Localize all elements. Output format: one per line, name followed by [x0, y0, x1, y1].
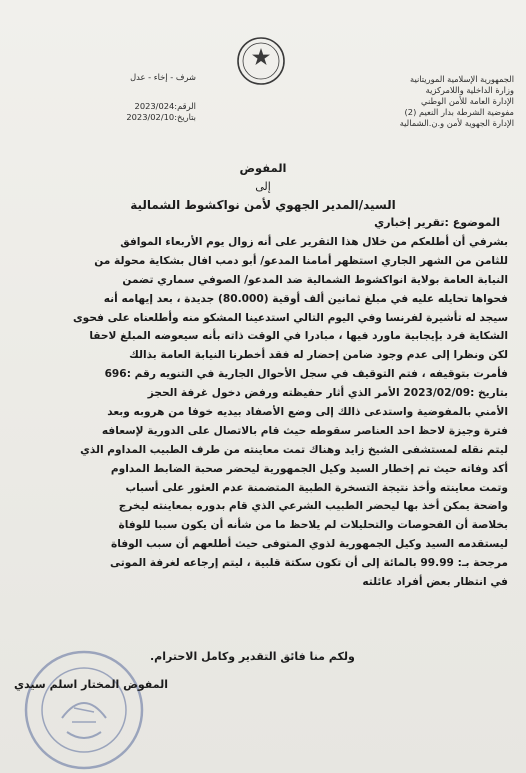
body-line: سيجد له تأشيرة لفرنسا وفي اليوم التالي استدعينا المشكو منه وأطلعناه على فحوى — [72, 311, 508, 324]
body-line: بخلاصة أن الفحوصات والتحليلات لم يلاحظ ما من شأنه أن يكون سببا للوفاة — [118, 519, 508, 532]
sender-title: المفوض — [239, 161, 287, 175]
body-line: بشرفي أن أطلعكم من خلال هذا التقرير على أنه زوال يوم الأربعاء الموافق — [120, 236, 508, 248]
body-line: ليتم نقله لمستشفى الشيخ زايد وهناك تمت معاينته من طرف الطبيب المداوم الذي — [80, 443, 508, 456]
directorate-name: الإدارة العامة للأمن الوطني — [421, 96, 514, 106]
to-word: إلى — [255, 180, 271, 193]
national-emblem-icon — [236, 36, 286, 86]
closing-salutation: ولكم منا فائق التقدير وكامل الاحترام. — [150, 650, 355, 663]
national-motto: شرف - إخاء - عدل — [130, 72, 196, 82]
police-station-name: مفوضية الشرطة بدار النعيم (2) — [404, 107, 514, 117]
country-name: الجمهورية الإسلامية الموريتانية — [410, 74, 514, 84]
body-line: وتمت معاينته وأخذ نتيجة التسخرة الطبية المتضمنة عدم العثور على أسباب — [125, 481, 508, 494]
body-line: واضحة يمكن أخذ بها ليحضر الطبيب الشرعي الذي قام بدوره بمعاينته ليخرج — [118, 500, 508, 513]
recipient-title: السيد/المدير الجهوي لأمن نواكشوط الشمالية — [130, 198, 396, 212]
subject-line: الموضوع :تقرير إخباري — [374, 216, 500, 229]
body-line: بتاريخ :2023/02/09 الأمر الذي أثار حفيظته ورفض دخول غرفة الحجز — [147, 387, 508, 400]
signatory-name: المفوض المختار اسلم سيدي — [14, 678, 168, 691]
body-line: الأمني بالمفوضية واستدعى ذالك إلى وضع الأصفاد بيديه خوفا من هروبه وبعد — [107, 406, 508, 419]
regional-directorate-name: الإدارة الجهوية لأمن و.ن.الشمالية — [399, 118, 514, 128]
body-line: ليستقدمه السيد وكيل الجمهورية لذوي المتوفى حيث أطلعهم أن سبب الوفاة — [110, 538, 508, 551]
reference-number: الرقم:2023/024 — [134, 101, 196, 111]
body-line: فحواها تحايله عليه في مبلغ ثمانين ألف أوقية (80.000) جديدة ، بعد إيهامه أنه — [103, 292, 508, 305]
body-line: أكد وفاته حيث تم إخطار السيد وكيل الجمهورية ليحضر صحبة الضابط المداوم — [110, 462, 508, 475]
body-line: فترة وجيزة لاحظ احد العناصر سقوطه حيث قام بالاتصال على الدورية لإسعافه — [101, 424, 508, 437]
official-stamp-icon — [22, 648, 146, 772]
body-line: لكن ونظرا إلى عدم وجود ضامن إحضار له فقد أخطرنا النيابة العامة بذالك — [129, 349, 508, 362]
letterhead-institution — [314, 74, 514, 129]
body-line: في انتظار بعض أفراد عائلته — [362, 576, 508, 589]
body-line: فأمرت بتوقيفه ، فتم التوقيف في سجل الأحوال الجارية في التنويه رقم :696 — [104, 368, 508, 381]
body-line: النيابة العامة بولاية انواكشوط الشمالية ضد المدعو/ الصوفي سماري تضمن — [122, 273, 508, 286]
letterhead-reference — [76, 72, 196, 123]
document-date: بتاريخ:2023/02/10 — [126, 112, 196, 122]
body-line: مرجحة بـ: 99.99 بالمائة إلى أن تكون سكتة قلبية ، ليتم إرجاعه لغرفة الموتى — [110, 557, 508, 570]
body-line: للثامن من الشهر الجاري استظهر أمامنا المدعو/ أبو دمب افال بشكاية محولة من — [94, 254, 508, 267]
body-line: الشكاية فرد بإيجابية ماورد فيها ، مبادرا في الوقت ذاته بأنه سيعوضه المبلغ لاحقا — [89, 330, 508, 343]
ministry-name: وزارة الداخلية واللامركزية — [425, 85, 514, 95]
report-body — [18, 233, 508, 592]
